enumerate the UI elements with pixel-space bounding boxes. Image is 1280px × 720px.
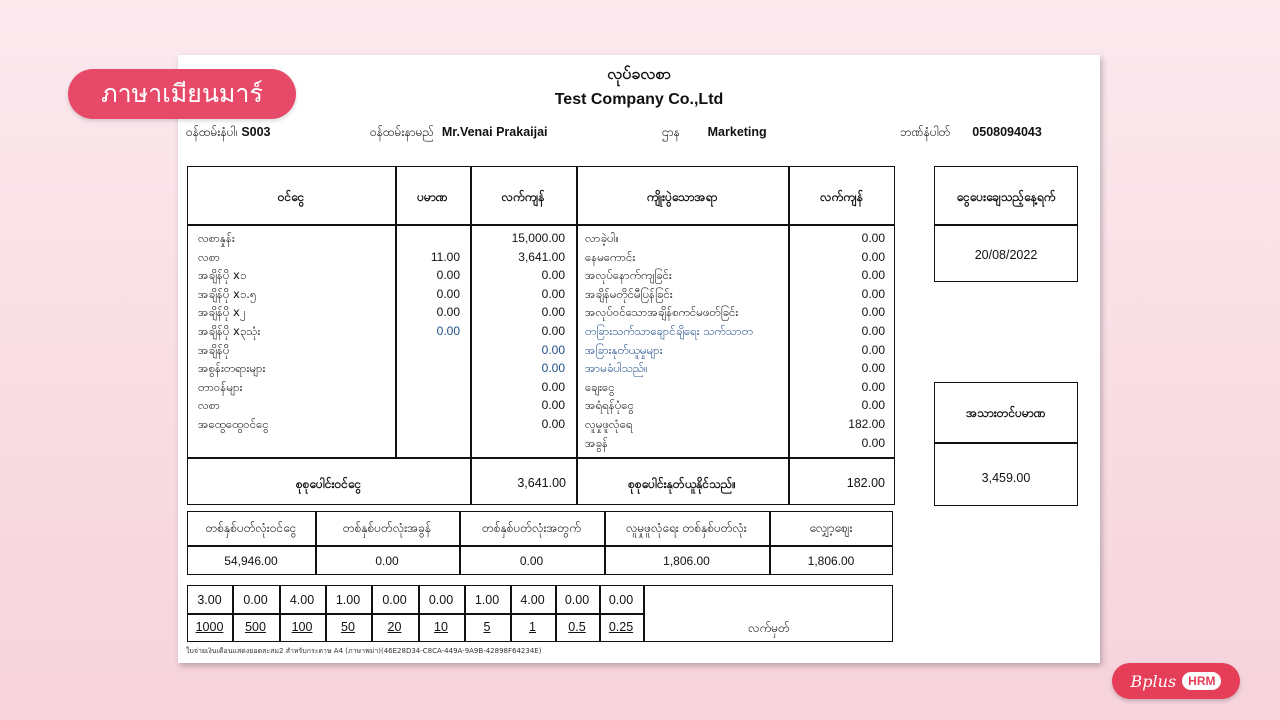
brand-hrm: HRM — [1182, 672, 1221, 690]
deduction-row-label: အရံရန်ပုံငွေ — [585, 398, 634, 413]
income-amounts — [474, 229, 565, 434]
footer-note: ใบจ่ายเงินเดือนแสดงยอดสะสม2 สำหรับกระดาษ A4 (ภาษาพม่า)(46E28D34-C8CA-449A-9A9B-42898F64234E) — [186, 647, 542, 655]
deduction-row-label: အခွန် — [585, 435, 608, 450]
header-quantity: ပမာဏ — [417, 190, 448, 204]
income-row-quantity: 11.00 — [430, 249, 460, 264]
income-row-quantity — [400, 229, 460, 248]
header-amount: လက်ကျန် — [501, 190, 545, 204]
deduction-row-amount: 0.00 — [861, 435, 885, 450]
total-deduction-value: 182.00 — [846, 476, 885, 490]
department — [662, 124, 767, 142]
deduction-row-label: နေမကောင်း — [585, 249, 636, 264]
income-row-quantity: 0.00 — [436, 286, 460, 301]
bank-number-label: ဘဏ်နံပါတ် — [900, 125, 951, 139]
income-quantities — [400, 229, 460, 434]
denomination-note: 1 — [529, 620, 536, 634]
deduction-labels — [585, 229, 785, 452]
income-labels — [198, 229, 388, 434]
income-row-amount: 0.00 — [541, 416, 565, 431]
denomination-note: 50 — [341, 620, 355, 634]
denomination-note: 0.25 — [608, 620, 634, 634]
pay-date-label: ငွေပေးချေသည့်နေ့ရက် — [956, 190, 1056, 204]
denomination-note: 0.5 — [568, 620, 586, 634]
department-label: ဌာန — [662, 125, 680, 139]
income-row-quantity — [400, 378, 460, 397]
income-row-label: လစာ — [198, 398, 220, 413]
department-value: Marketing — [707, 125, 767, 139]
employee-name — [370, 124, 548, 142]
payslip-title: လုပ်ခလစာ — [607, 64, 671, 83]
total-deduction-label: စုစုပေါင်းနုတ်ယူနိုင်သည်။ — [628, 477, 736, 491]
company-name: Test Company Co.,Ltd — [554, 91, 724, 108]
income-row-label: တာဝန်များ — [198, 379, 243, 394]
pay-date-value: 20/08/2022 — [974, 248, 1038, 262]
deduction-row-amount: 0.00 — [861, 268, 885, 283]
deduction-row-amount: 0.00 — [861, 249, 885, 264]
denomination-count: 0.00 — [243, 593, 268, 607]
ytd-value: 0.00 — [375, 554, 399, 568]
employee-id-label: ဝန်ထမ်းနံပါ၊ — [186, 125, 238, 139]
income-row-amount: 3,641.00 — [518, 249, 565, 264]
deduction-row-label: အာမခံပါသည်။ — [585, 361, 648, 376]
income-row-amount: 0.00 — [541, 268, 565, 283]
deduction-row-label: အချိန်မတိုင်မီပြန်ခြင်း — [585, 286, 673, 301]
employee-name-value: Mr.Venai Prakaijai — [441, 125, 548, 139]
denomination-count: 0.00 — [608, 593, 634, 607]
total-income-label: စုစုပေါင်းဝင်ငွေ — [295, 477, 362, 491]
deduction-row-amount: 0.00 — [861, 342, 885, 357]
denomination-count: 0.00 — [564, 593, 590, 607]
ytd-header: တစ်နှစ်ပတ်လုံးအခွန် — [342, 521, 432, 535]
income-row-label: အချိန်ပို x၃သုံး — [198, 323, 261, 338]
ytd-value: 1,806.00 — [663, 554, 710, 568]
employee-id — [186, 124, 271, 142]
brand-script: Bplus — [1130, 671, 1177, 691]
income-row-amount: 0.00 — [541, 361, 565, 376]
net-pay-box — [934, 382, 1078, 506]
denomination-count: 4.00 — [289, 593, 315, 607]
denomination-note: 20 — [387, 620, 402, 634]
income-row-amount: 0.00 — [541, 379, 565, 394]
income-row-amount: 0.00 — [541, 323, 565, 338]
deduction-row-amount: 0.00 — [861, 361, 885, 376]
employee-id-value: S003 — [241, 125, 271, 139]
deduction-row-label: တခြားသက်သာချောင်ချိရေး သက်သာတ — [585, 323, 753, 338]
deduction-row-amount: 0.00 — [861, 323, 885, 338]
income-row-amount: 0.00 — [541, 398, 565, 413]
deduction-row-amount: 0.00 — [861, 305, 885, 320]
income-row-label: အထွေထွေဝင်ငွေ — [198, 416, 269, 431]
deduction-row-amount: 0.00 — [861, 231, 885, 245]
deduction-row-label: လာခဲ့ပါ။ — [585, 231, 620, 245]
deduction-amounts — [792, 229, 885, 452]
ytd-header: တစ်နှစ်ပတ်လုံးဝင်ငွေ — [205, 521, 297, 535]
denomination-note: 1000 — [195, 620, 224, 634]
bank-number-value: 0508094043 — [972, 125, 1042, 139]
denomination-count: 0.00 — [428, 593, 454, 607]
net-pay-label: အသားတင်ပမာဏ — [966, 406, 1046, 420]
total-income-value: 3,641.00 — [517, 476, 566, 490]
income-row-quantity — [400, 341, 460, 360]
income-row-amount: 0.00 — [541, 342, 565, 357]
income-row-quantity — [400, 359, 460, 378]
denomination-count: 1.00 — [335, 593, 361, 607]
denomination-note: 5 — [483, 620, 491, 634]
ytd-header: လူမှုဖူလုံရေး တစ်နှစ်ပတ်လုံး — [626, 521, 747, 535]
ytd-value: 54,946.00 — [224, 554, 278, 568]
deduction-row-label: အလုပ်ဝင်သောအချိန်စကင်မဖတ်ခြင်း — [585, 305, 739, 320]
deduction-row-amount: 182.00 — [848, 416, 885, 431]
deduction-row-label: လူမှုဖူလုံရေ — [585, 416, 633, 431]
denomination-count: 4.00 — [520, 593, 545, 607]
ytd-value: 1,806.00 — [807, 554, 855, 568]
income-row-quantity — [400, 415, 460, 434]
income-row-label: အချိန်ပို x၁.၅ — [198, 286, 257, 301]
income-row-quantity — [400, 396, 460, 415]
deduction-row-amount: 0.00 — [861, 398, 885, 413]
net-pay-value: 3,459.00 — [981, 471, 1031, 485]
income-row-amount: 0.00 — [541, 286, 565, 301]
denomination-count: 1.00 — [474, 593, 500, 607]
deduction-row-label: ချေးငွေ — [585, 379, 615, 394]
denomination-note: 100 — [291, 620, 313, 634]
header-deduction-amount: လက်ကျန် — [820, 190, 863, 204]
bplus-hrm-logo — [1112, 663, 1240, 699]
employee-name-label: ဝန်ထမ်းနာမည် — [370, 125, 435, 139]
ytd-header: တစ်နှစ်ပတ်လုံးအတွက် — [482, 521, 581, 535]
language-badge: ภาษาเมียนมาร์ — [68, 69, 296, 119]
income-row-amount: 15,000.00 — [511, 231, 565, 245]
income-row-quantity: 0.00 — [436, 268, 460, 283]
bank-number — [900, 124, 1042, 142]
deduction-row-label: အခြားနုတ်ယူမှုများ — [585, 342, 663, 357]
header-deductions: ကျိုးပွဲသောအရာ — [646, 190, 718, 204]
denomination-note: 10 — [434, 620, 448, 634]
income-row-label: အချိန်ပို x၂ — [198, 305, 246, 320]
income-row-label: အစွန်းတရားများ — [198, 361, 266, 376]
payslip-document — [178, 55, 1100, 663]
deduction-row-amount: 0.00 — [861, 286, 885, 301]
income-row-quantity: 0.00 — [436, 305, 460, 320]
income-row-label: လစာနှုန်း — [198, 231, 235, 245]
income-row-amount: 0.00 — [541, 305, 565, 320]
ytd-header: လျှော့ဈေး — [809, 521, 853, 535]
denomination-note: 500 — [245, 620, 266, 634]
signature-label: လက်မှတ် — [748, 621, 790, 635]
deduction-row-amount: 0.00 — [861, 379, 885, 394]
header-income: ဝင်ငွေ — [277, 190, 305, 204]
ytd-value: 0.00 — [519, 554, 544, 568]
income-row-label: လစာ — [198, 249, 220, 264]
denomination-count: 0.00 — [382, 593, 407, 607]
income-row-quantity: 0.00 — [436, 323, 460, 338]
income-row-label: အချိန်ပို — [198, 342, 230, 357]
deduction-row-label: အလုပ်နောက်ကျခြင်း — [585, 268, 672, 283]
income-row-label: အချိန်ပို x၁ — [198, 268, 247, 283]
denomination-count: 3.00 — [197, 593, 222, 607]
